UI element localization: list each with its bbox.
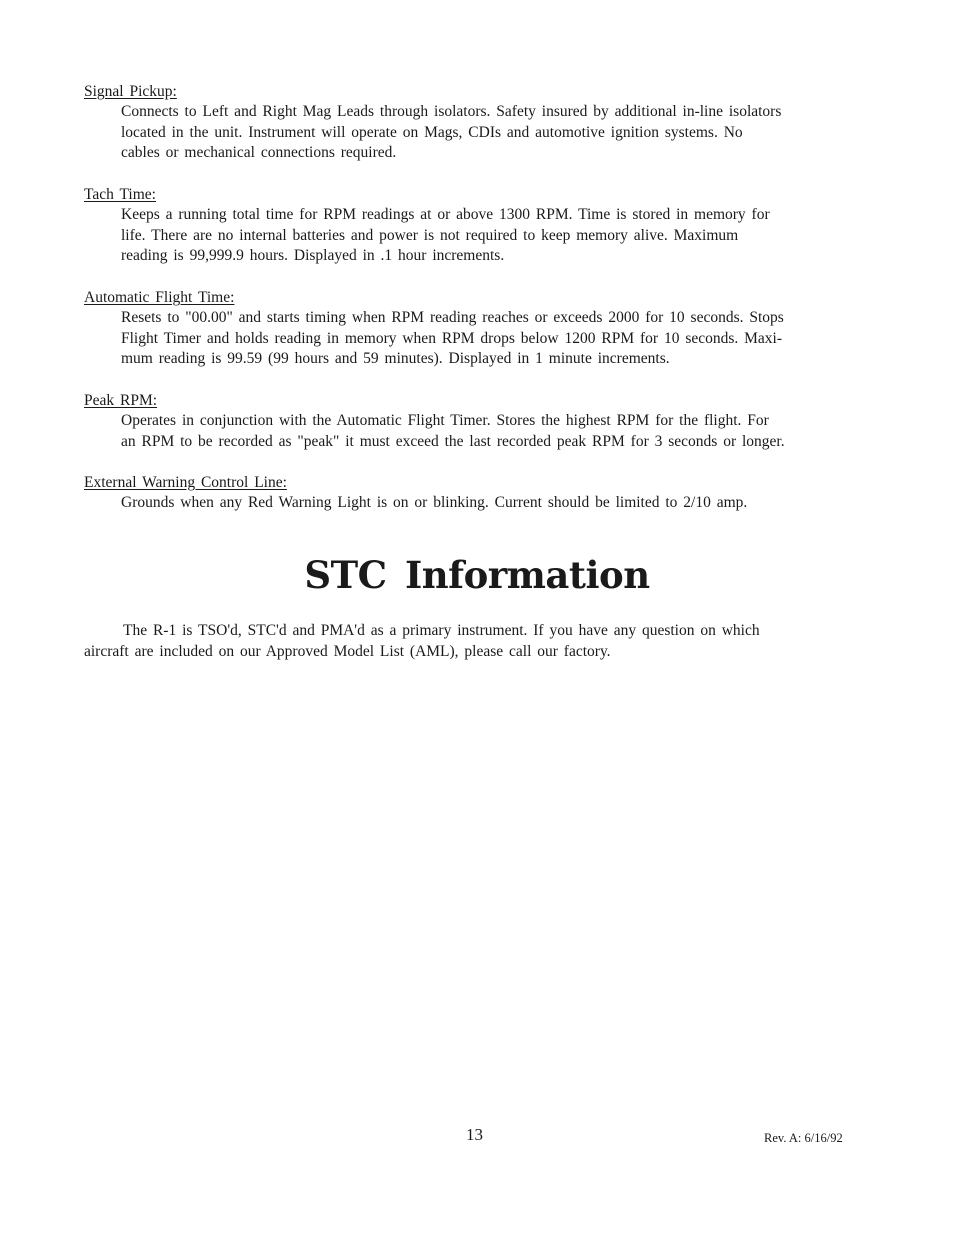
section-text-line: Grounds when any Red Warning Light is on or blinking. Current should be limited to 2/10 amp. <box>121 494 748 511</box>
page-number: 13 <box>466 1125 483 1144</box>
section-text-line: life. There are no internal batteries and power is not required to keep memory alive. Maximum <box>121 226 739 244</box>
stc-information-paragraph <box>84 620 874 662</box>
section-text-line: located in the unit. Instrument will operate on Mags, CDIs and automotive ignition systems. No <box>121 123 743 141</box>
section-text-line: cables or mechanical connections required. <box>121 144 397 162</box>
paragraph-line: The R-1 is TSO'd, STC'd and PMA'd as a primary instrument. If you have any question on which <box>123 622 760 639</box>
stc-information-title: STC Information <box>304 553 650 597</box>
section-text-line: Resets to "00.00" and starts timing when RPM reading reaches or exceeds 2000 for 10 seconds. Stops <box>121 309 784 326</box>
section-text-line: Keeps a running total time for RPM readings at or above 1300 RPM. Time is stored in memory for <box>121 206 770 223</box>
spec-section-tach-time <box>84 185 874 267</box>
section-text-line: Flight Timer and holds reading in memory when RPM drops below 1200 RPM for 10 seconds. Maxi- <box>121 329 783 347</box>
section-heading: Peak RPM: <box>84 392 158 409</box>
spec-section-automatic-flight-time <box>84 288 874 370</box>
spec-section-signal-pickup <box>84 82 874 164</box>
section-text-line: Operates in conjunction with the Automatic Flight Timer. Stores the highest RPM for the flight. For <box>121 412 769 429</box>
section-text-line: reading is 99,999.9 hours. Displayed in .1 hour increments. <box>121 247 505 265</box>
spec-section-peak-rpm <box>84 391 874 452</box>
section-text-line: mum reading is 99.59 (99 hours and 59 minutes). Displayed in 1 minute increments. <box>121 350 670 368</box>
section-heading: Tach Time: <box>84 186 156 203</box>
paragraph-line: aircraft are included on our Approved Model List (AML), please call our factory. <box>84 643 611 660</box>
revision-label: Rev. A: 6/16/92 <box>764 1131 843 1145</box>
section-text-line: Connects to Left and Right Mag Leads through isolators. Safety insured by additional in-line isolators <box>121 103 782 120</box>
section-heading: Automatic Flight Time: <box>84 289 235 306</box>
spec-section-external-warning <box>84 473 874 514</box>
section-text-line: an RPM to be recorded as "peak" it must exceed the last recorded peak RPM for 3 seconds or longer. <box>121 432 785 450</box>
section-heading: Signal Pickup: <box>84 83 177 100</box>
section-heading: External Warning Control Line: <box>84 474 287 491</box>
